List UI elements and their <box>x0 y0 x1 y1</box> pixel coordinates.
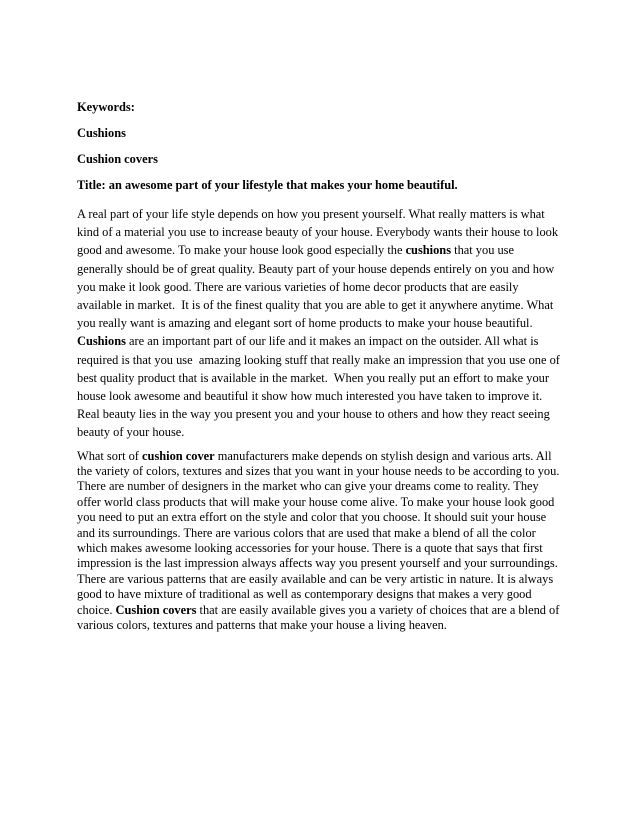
text-run: available in market. It is of the finest quality that you are able to get it anywhere anytime. What <box>77 298 554 313</box>
text-line <box>77 278 567 296</box>
keyword-item: Cushion covers <box>77 152 158 166</box>
text-run: various colors, textures and patterns that make your house a living heaven. <box>77 618 447 633</box>
text-run: good to have mixture of traditional as well as contemporary designs that makes a very good <box>77 587 532 602</box>
keywords-heading: Keywords: <box>77 100 135 114</box>
text-run: good and awesome. To make your house look good especially the <box>77 243 406 258</box>
text-line <box>77 479 567 494</box>
text-run: which makes awesome looking accessories for your house. There is a quote that says that first <box>77 541 543 556</box>
text-line <box>77 449 567 464</box>
text-run: house look awesome and beautiful it show how much interested you have taken to improve it. <box>77 389 543 404</box>
text-line <box>77 387 567 405</box>
text-line <box>77 260 567 278</box>
text-run: that you use <box>451 243 515 258</box>
text-line <box>77 526 567 541</box>
text-line <box>77 205 567 223</box>
text-line <box>77 241 567 259</box>
text-line <box>77 351 567 369</box>
text-line <box>77 405 567 423</box>
text-run: kind of a material you use to increase beauty of your house. Everybody wants their house to look <box>77 225 559 240</box>
text-run: are an important part of our life and it makes an impact on the outsider. All what is <box>125 334 539 349</box>
bold-keyword: cushions <box>405 243 452 258</box>
text-line <box>77 369 567 387</box>
text-line <box>77 495 567 510</box>
text-line <box>77 603 567 618</box>
text-run: Real beauty lies in the way you present you and your house to others and how they react seeing <box>77 407 550 422</box>
text-run: A real part of your life style depends on how you present yourself. What really matters is what <box>77 207 545 221</box>
text-run: the variety of colors, textures and sizes that you want in your house needs to be according to you. <box>77 464 560 479</box>
text-run: best quality product that is available in the market. When you really put an effort to make your <box>77 370 549 385</box>
paragraph-2 <box>77 449 567 634</box>
text-run: required is that you use amazing looking stuff that really make an impression that you use one of <box>77 352 560 367</box>
text-run: What sort of <box>77 448 143 463</box>
article-title: Title: an awesome part of your lifestyle that makes your home beautiful. <box>77 178 458 192</box>
text-run: you need to put an extra effort on the style and color that you choose. It should suit your house <box>77 510 547 525</box>
text-line <box>77 314 567 332</box>
text-run: and its surroundings. There are various colors that are used that make a blend of all the color <box>77 525 536 540</box>
text-line <box>77 572 567 587</box>
text-run: choice. <box>77 602 116 617</box>
bold-keyword: cushion cover <box>142 448 215 463</box>
text-run: you make it look good. There are various varieties of home decor products that are easily <box>77 279 519 294</box>
text-line <box>77 556 567 571</box>
text-line <box>77 296 567 314</box>
bold-keyword: Cushion covers <box>115 602 197 617</box>
bold-keyword: Cushions <box>77 334 126 349</box>
text-run: beauty of your house. <box>77 425 185 440</box>
text-line <box>77 464 567 479</box>
text-line <box>77 423 567 441</box>
text-run: that are easily available gives you a variety of choices that are a blend of <box>196 602 560 617</box>
text-line <box>77 587 567 602</box>
text-run: manufacturers make depends on stylish design and various arts. All <box>214 448 552 463</box>
keyword-item: Cushions <box>77 126 126 140</box>
text-run: you really want is amazing and elegant sort of home products to make your house beautiful. <box>77 316 533 331</box>
text-run: impression is the last impression always affects way you present yourself and your surroundings. <box>77 556 558 571</box>
text-line <box>77 332 567 350</box>
text-run: generally should be of great quality. Beauty part of your house depends entirely on you and how <box>77 261 555 276</box>
text-line <box>77 223 567 241</box>
paragraph-1 <box>77 205 567 442</box>
text-line <box>77 618 567 633</box>
text-run: offer world class products that will make your house come alive. To make your house look good <box>77 494 555 509</box>
text-line <box>77 510 567 525</box>
text-run: There are various patterns that are easily available and can be very artistic in nature. It is always <box>77 571 554 586</box>
text-line <box>77 541 567 556</box>
document-page <box>77 100 567 634</box>
text-run: There are number of designers in the market who can give your dreams come to reality. They <box>77 479 539 494</box>
